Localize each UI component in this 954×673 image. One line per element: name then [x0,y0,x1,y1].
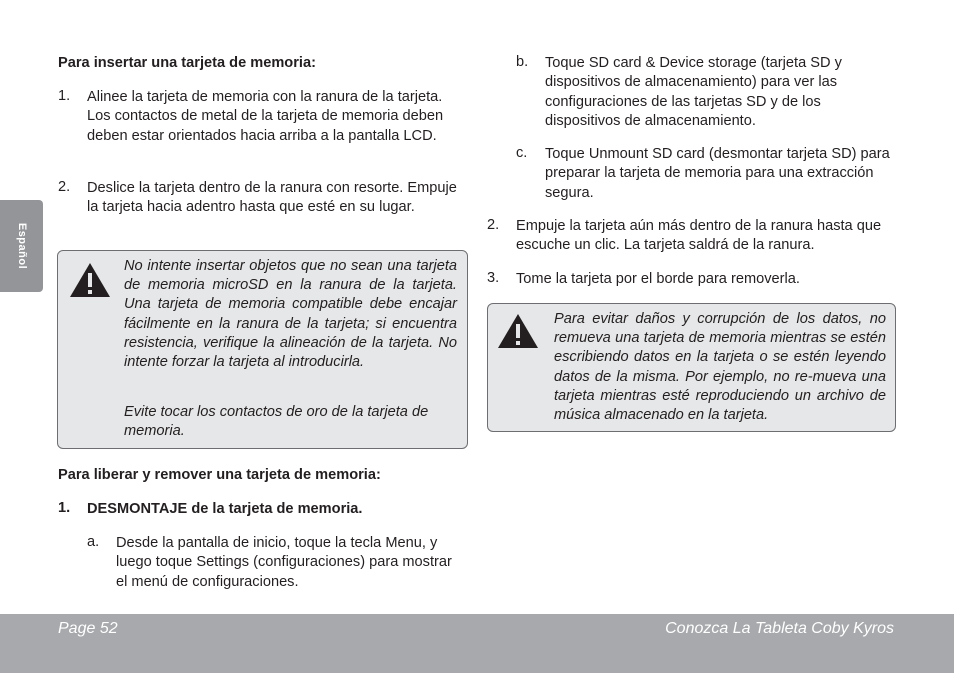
language-tab [0,200,43,292]
warning-text-2: Evite tocar los contactos de oro de la tarjeta de memoria. [124,404,429,440]
page-footer [0,614,954,673]
footer-title: Conozca La Tableta Coby Kyros [665,620,894,637]
substep-letter: a. [87,534,100,550]
step-number: 1. [58,500,71,516]
substep-letter: c. [516,145,528,161]
step-text: Tome la tarjeta por el borde para removerla. [516,271,800,287]
warning-icon [68,261,112,299]
step-number: 3. [487,270,500,286]
substep-text: Desde la pantalla de inicio, toque la tecla Menu, y luego toque Settings (configuraciones) para mostrar el menú de configuraciones. [116,535,452,590]
step-number: 2. [58,179,71,195]
heading-remove-card: Para liberar y remover una tarjeta de memoria: [58,467,381,483]
step-text: DESMONTAJE de la tarjeta de memoria. [87,501,363,517]
step-number: 2. [487,217,500,233]
substep-text: Toque SD card & Device storage (tarjeta SD y dispositivos de almacenamiento) para ver las configuraciones de las tarjetas SD y de los dispositivos de almacenamiento. [545,55,842,129]
warning-icon [496,312,540,350]
language-tab-label: Español [15,222,28,270]
warning-text: Para evitar daños y corrupción de los datos, no remueva una tarjeta de memoria mientras se estén escribiendo datos en la tarjeta o se estén leyendo datos de la misma. Por ejemplo, no re-mueva una tarjeta mientras esté reproduciendo un archivo de música almacenado en la tarjeta. [554,311,886,424]
step-text: Empuje la tarjeta aún más dentro de la ranura hasta que escuche un clic. La tarjeta saldrá de la ranura. [516,218,882,254]
step-text: Alinee la tarjeta de memoria con la ranura de la tarjeta. Los contactos de metal de la tarjeta de memoria deben deben estar orientados hacia arriba a la pantalla LCD. [87,89,444,144]
warning-note [487,303,896,432]
substep-text: Toque Unmount SD card (desmontar tarjeta SD) para preparar la tarjeta de memoria para una extracción segura. [545,146,890,201]
warning-note [57,250,468,449]
substep-letter: b. [516,54,529,70]
warning-text: No intente insertar objetos que no sean una tarjeta de memoria microSD en la ranura de la tarjeta. Una tarjeta de memoria compatible debe encajar fácilmente en la ranura de la tarjeta; si encuentra resistencia, verifique la alineación de la tarjeta. No intente forzar la tarjeta al introducirla. [124,258,457,371]
heading-insert-card: Para insertar una tarjeta de memoria: [58,55,316,71]
step-text: Deslice la tarjeta dentro de la ranura con resorte. Empuje la tarjeta hacia adentro hasta que esté en su lugar. [87,180,457,216]
page-number: Page 52 [58,620,118,637]
step-number: 1. [58,88,71,104]
